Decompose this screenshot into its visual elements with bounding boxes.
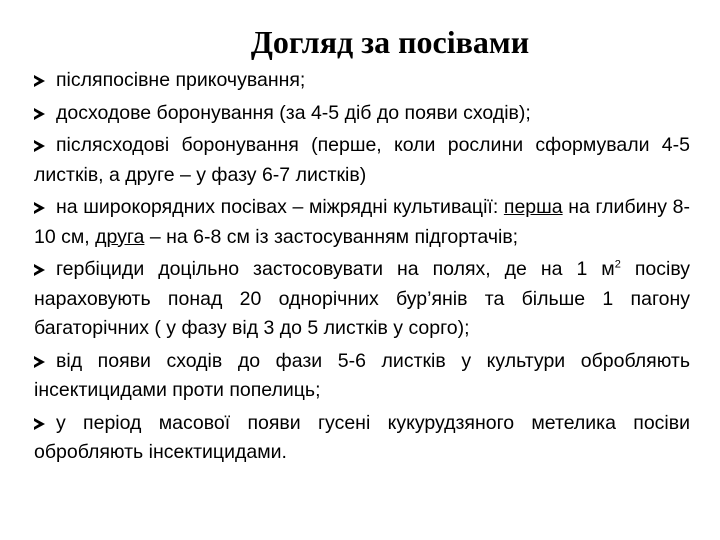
- page-title: Догляд за посівами: [250, 24, 530, 60]
- underlined-term-first: перша: [503, 196, 563, 218]
- underlined-term-second: друга: [95, 225, 145, 248]
- list-item: [34, 255, 690, 344]
- arrowhead-bullet-icon: [34, 356, 45, 368]
- item-text: на широкорядних посівах – міжрядні культивації:: [56, 196, 504, 218]
- item-text: у період масової появи гусені кукурудзяного метелика посіви обробляють інсектицидами.: [34, 411, 690, 463]
- item-text: післяпосівне прикочування;: [56, 69, 306, 91]
- superscript: 2: [614, 258, 621, 271]
- item-text: на глибину 8-10 см,: [34, 196, 690, 248]
- arrowhead-bullet-icon: [34, 264, 45, 276]
- list-item: [34, 347, 690, 406]
- arrowhead-bullet-icon: [34, 75, 45, 87]
- item-text: від появи сходів до фази 5-6 листків у культури обробляють інсектицидами проти попелиць;: [34, 349, 690, 401]
- item-text: гербіциди доцільно застосовувати на полях, де на 1 м: [56, 258, 615, 280]
- item-text: – на 6-8 см із застосуванням підгортачів;: [144, 225, 519, 248]
- bullet-list: [34, 66, 690, 471]
- arrowhead-bullet-icon: [34, 418, 45, 430]
- arrowhead-bullet-icon: [34, 108, 45, 120]
- list-item: [34, 66, 690, 96]
- list-item: [34, 193, 690, 252]
- list-item: [34, 99, 690, 129]
- arrowhead-bullet-icon: [34, 202, 45, 214]
- list-item: [34, 409, 690, 468]
- arrowhead-bullet-icon: [34, 140, 45, 152]
- list-item: [34, 131, 690, 190]
- item-text: післясходові боронування (перше, коли рослини сформували 4-5 листків, а друге – у фазу 6-7 листків): [34, 134, 690, 186]
- item-text: досходове боронування (за 4-5 діб до появи сходів);: [56, 101, 531, 124]
- item-text: посіву нараховують понад 20 однорічних бур’янів та більше 1 пагону багаторічних ( у фазу від 3 до 5 листків у сорго);: [34, 258, 690, 339]
